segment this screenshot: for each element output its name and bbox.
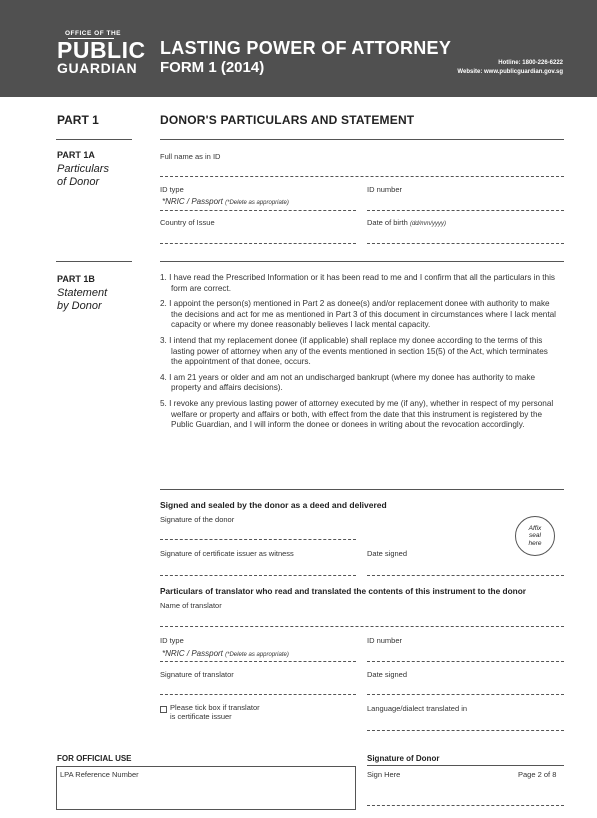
sig-witness-label: Signature of certificate issuer as witness xyxy=(160,549,294,558)
full-name-field[interactable] xyxy=(160,176,564,177)
part1a-name-line1: Particulars xyxy=(57,163,109,175)
signed-heading: Signed and sealed by the donor as a deed and delivered xyxy=(160,500,387,510)
translator-is-issuer-checkbox[interactable] xyxy=(160,706,167,713)
website-text: Website: www.publicguardian.gov.sg xyxy=(457,69,563,75)
statement-item: 1. I have read the Prescribed Information or it has been read to me and I confirm that all the particulars in this form are correct. xyxy=(160,273,556,293)
form-title: LASTING POWER OF ATTORNEY xyxy=(160,38,452,58)
affix-seal-stamp: Affix seal here xyxy=(515,516,555,556)
part1a-name-line2: of Donor xyxy=(57,176,100,188)
header-banner xyxy=(0,0,597,97)
part1b-code: PART 1B xyxy=(57,274,95,284)
translator-name-field[interactable] xyxy=(160,626,564,627)
translator-id-type-field[interactable] xyxy=(160,661,356,662)
hotline-text: Hotline: 1800-226-6222 xyxy=(498,60,563,66)
part1a-code: PART 1A xyxy=(57,150,95,160)
part1a-rule-right xyxy=(160,261,564,262)
translator-date-field[interactable] xyxy=(367,694,564,695)
sig-witness-field[interactable] xyxy=(160,575,356,576)
statement-item: 2. I appoint the person(s) mentioned in Part 2 as donee(s) and/or replacement donee with authority to make the decisions and act for me as mentioned in Part 3 of this document in circumstances where I lack mental capacity or where my donee reasonably believes I lack mental capacity. xyxy=(160,299,557,330)
part1b-name-line1: Statement xyxy=(57,287,108,299)
translator-heading: Particulars of translator who read and translated the contents of this instrument to the donor xyxy=(160,586,527,596)
translator-date-label: Date signed xyxy=(367,670,408,679)
sig-donor-label: Signature of the donor xyxy=(160,515,235,524)
logo-office-text: OFFICE OF THE xyxy=(65,30,121,37)
sign-here-field[interactable] xyxy=(367,805,564,806)
country-label: Country of Issue xyxy=(160,218,215,227)
dob-label: Date of birth (dd/mm/yyyy) xyxy=(367,218,446,227)
statement-item: 3. I intend that my replacement donee (if applicable) shall replace my donee according to the terms of this lasting power of attorney when any of the events mentioned in section 15(5) of the Act, which terminates the appointment of that donee, occurs. xyxy=(160,335,548,367)
official-use-label: FOR OFFICIAL USE xyxy=(57,754,132,763)
part-label: PART 1 xyxy=(57,113,99,127)
id-type-label: ID type xyxy=(160,185,184,194)
full-name-label: Full name as in ID xyxy=(160,152,221,161)
part1b-name-line2: by Donor xyxy=(57,300,102,312)
id-number-field[interactable] xyxy=(367,210,564,211)
id-number-label: ID number xyxy=(367,185,403,194)
dob-field[interactable] xyxy=(367,243,564,244)
sig-of-donor-label: Signature of Donor xyxy=(367,754,440,763)
logo-public-text: PUBLIC xyxy=(57,37,146,63)
lpa-ref-label: LPA Reference Number xyxy=(60,770,139,779)
language-label: Language/dialect translated in xyxy=(367,704,468,713)
translator-id-type-label: ID type xyxy=(160,636,184,645)
part1a-rule xyxy=(56,261,132,262)
id-type-field[interactable] xyxy=(160,210,356,211)
translator-id-number-label: ID number xyxy=(367,636,403,645)
translator-id-type-hint: *NRIC / Passport (*Delete as appropriate) xyxy=(162,649,289,658)
statement-item: 5. I revoke any previous lasting power of attorney executed by me (if any), whether in respect of my personal welfare or property and affairs or both, with effect from the date that this instrument is registered by the Public Guardian, and I will inform the donee or donees in writing about the revocation accordingly. xyxy=(160,398,554,430)
sign-here-label: Sign Here xyxy=(367,770,401,779)
sig-donor-field[interactable] xyxy=(160,539,356,540)
language-field[interactable] xyxy=(367,730,564,731)
part-title: DONOR'S PARTICULARS AND STATEMENT xyxy=(160,113,415,127)
statements-rule xyxy=(160,489,564,490)
date-signed-field[interactable] xyxy=(367,575,564,576)
sig-of-donor-rule xyxy=(367,765,564,766)
page-number: Page 2 of 8 xyxy=(518,770,557,779)
translator-sig-field[interactable] xyxy=(160,694,356,695)
lpa-reference-box[interactable] xyxy=(56,766,356,810)
translator-name-label: Name of translator xyxy=(160,601,222,610)
form-subtitle: FORM 1 (2014) xyxy=(160,59,265,76)
statement-list xyxy=(160,273,560,436)
translator-id-number-field[interactable] xyxy=(367,661,564,662)
checkbox-label: Please tick box if translator is certificate issuer xyxy=(170,703,260,721)
id-type-hint: *NRIC / Passport (*Delete as appropriate) xyxy=(162,197,289,206)
part-title-rule xyxy=(160,139,564,140)
statement-item: 4. I am 21 years or older and am not an undischarged bankrupt (where my donee has authority to make property and affairs decisions). xyxy=(160,372,536,393)
translator-sig-label: Signature of translator xyxy=(160,670,234,679)
date-signed-label: Date signed xyxy=(367,549,408,558)
logo-guardian-text: GUARDIAN xyxy=(57,60,138,76)
part-label-rule xyxy=(56,139,132,140)
country-field[interactable] xyxy=(160,243,356,244)
